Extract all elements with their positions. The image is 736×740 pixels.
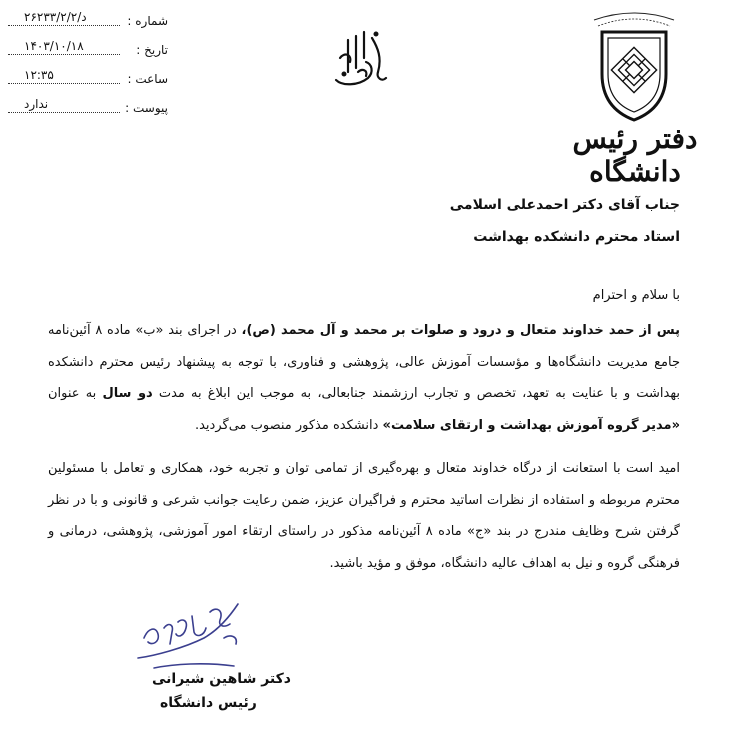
date-value: ۱۴۰۳/۱۰/۱۸ bbox=[24, 39, 84, 53]
paragraph-text: در اجرای بند «ب» ماده ۸ آئین‌نامه جامع مدیریت دانشگاه‌ها و مؤسسات آموزش عالی، پژوهشی و فناوری، با توجه به پیشنهاد رئیس محترم دانشکده بهداشت و با عنایت به تعهد، تخصص و تجارب ارزشمند جنابعالی، به موجب این ابلاغ به مدت bbox=[48, 323, 680, 401]
number-row bbox=[8, 10, 168, 39]
university-emblem-icon bbox=[588, 4, 680, 122]
time-value: ۱۲:۳۵ bbox=[24, 68, 54, 82]
attachment-value: ندارد bbox=[24, 97, 49, 111]
letter-metadata bbox=[8, 10, 168, 126]
greeting: با سلام و احترام bbox=[592, 288, 680, 303]
date-label: تاریخ : bbox=[136, 43, 168, 57]
paragraph-text: به عنوان bbox=[48, 386, 103, 401]
signer-title: رئیس دانشگاه bbox=[160, 695, 257, 711]
time-row bbox=[8, 68, 168, 97]
calligraphy-icon bbox=[328, 28, 392, 90]
attachment-label: پیوست : bbox=[125, 101, 168, 115]
number-value: د/۲۶۲۳۳/۲/۲ bbox=[24, 10, 87, 24]
paragraph-text: دانشکده مذکور منصوب می‌گردید. bbox=[194, 417, 383, 433]
signer-name: دکتر شاهین شیرانی bbox=[152, 671, 291, 687]
addressee-name: جناب آقای دکتر احمدعلی اسلامی bbox=[449, 197, 680, 213]
appointment-duration: دو سال bbox=[102, 386, 153, 401]
date-row bbox=[8, 39, 168, 68]
office-title: دفتر رئیس دانشگاه bbox=[572, 122, 698, 188]
number-label: شماره : bbox=[127, 14, 168, 28]
body-paragraph-1 bbox=[48, 315, 680, 441]
opening-phrase: پس از حمد خداوند متعال و درود و صلوات بر محمد و آل محمد (ص)، bbox=[241, 323, 680, 338]
body-paragraph-2: امید است با استعانت از درگاه خداوند متعال و بهره‌گیری از تمامی توان و تجربه خود، همکاری و تعامل با مسئولین محترم مربوطه و استفاده از نظرات اساتید محترم و فراگیران عزیز، ضمن رعایت جوانب شرعی و قانونی و با در نظر گرفتن شرح وظایف مندرج در بند «ج» ماده ۸ آئین‌نامه مذکور در راستای ارتقاء امور آموزشی، پژوهشی، درمانی و فرهنگی گروه و نیل به اهداف عالیه دانشگاه، موفق و مؤید باشید. bbox=[48, 461, 680, 571]
attachment-row bbox=[8, 97, 168, 126]
time-label: ساعت : bbox=[127, 72, 168, 86]
addressee-title: استاد محترم دانشکده بهداشت bbox=[473, 229, 680, 245]
appointment-position: «مدیر گروه آموزش بهداشت و ارتقای سلامت» bbox=[382, 417, 680, 433]
